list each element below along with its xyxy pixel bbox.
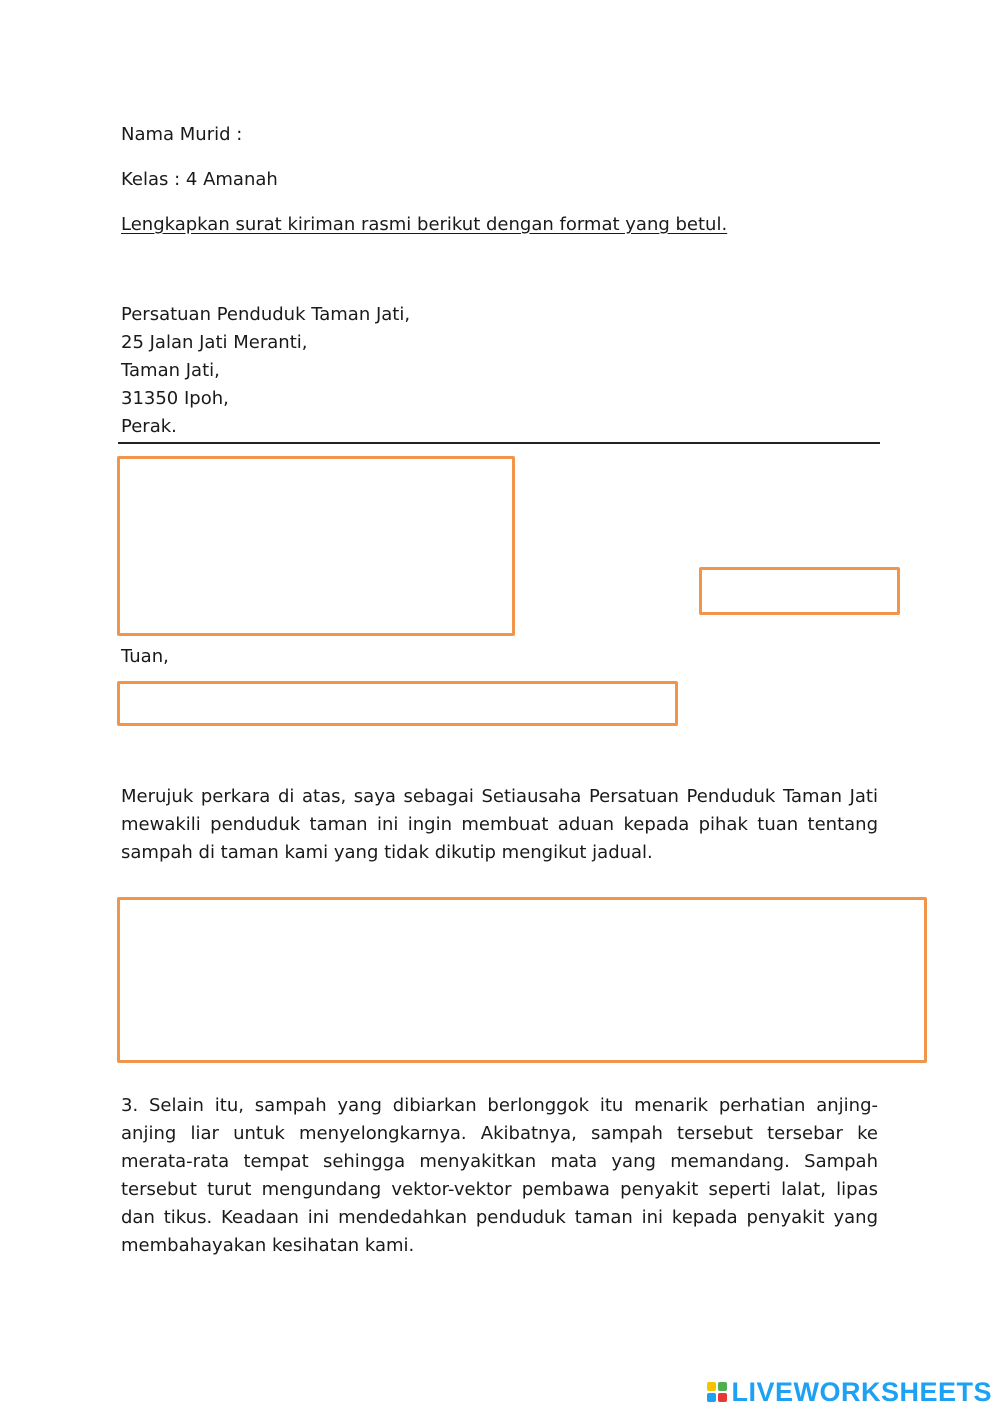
sender-address-line: 31350 Ipoh,: [121, 388, 229, 409]
paragraph-1: Merujuk perkara di atas, saya sebagai Setiausaha Persatuan Penduduk Taman Jati mewakili penduduk taman ini ingin membuat aduan kepada pihak tuan tentang sampah di taman kami yang tidak dikutip mengikut jadual.: [121, 786, 878, 863]
instruction-text: Lengkapkan surat kiriman rasmi berikut dengan format yang betul.: [121, 214, 728, 235]
salutation: Tuan,: [121, 646, 169, 667]
paragraph-2-input[interactable]: [117, 897, 927, 1063]
sender-address-line: Perak.: [121, 416, 177, 437]
liveworksheets-logo: [707, 1376, 992, 1407]
subject-input[interactable]: [117, 681, 678, 726]
sender-address-line: Persatuan Penduduk Taman Jati,: [121, 304, 411, 325]
sender-address-line: Taman Jati,: [121, 360, 220, 381]
address-divider: [118, 442, 880, 444]
logo-tile: [718, 1393, 727, 1402]
logo-tile: [707, 1393, 716, 1402]
liveworksheets-mark-icon: [707, 1382, 727, 1402]
class-line: Kelas : 4 Amanah: [121, 169, 278, 190]
logo-tile: [707, 1382, 716, 1391]
recipient-address-input[interactable]: [117, 456, 515, 636]
paragraph-3: 3. Selain itu, sampah yang dibiarkan berlonggok itu menarik perhatian anjing-anjing liar untuk menyelongkarnya. Akibatnya, sampah tersebut tersebar ke merata-rata tempat sehingga menyakitkan mata yang memandang. Sampah tersebut turut mengundang vektor-vektor pembawa penyakit seperti lalat, lipas dan tikus. Keadaan ini mendedahkan penduduk taman ini kepada penyakit yang membahayakan kesihatan kami.: [121, 1095, 878, 1256]
student-name-label: Nama Murid :: [121, 124, 243, 145]
date-input[interactable]: [699, 567, 900, 615]
logo-text: LIVEWORKSHEETS: [731, 1376, 992, 1407]
sender-address-line: 25 Jalan Jati Meranti,: [121, 332, 308, 353]
logo-tile: [718, 1382, 727, 1391]
